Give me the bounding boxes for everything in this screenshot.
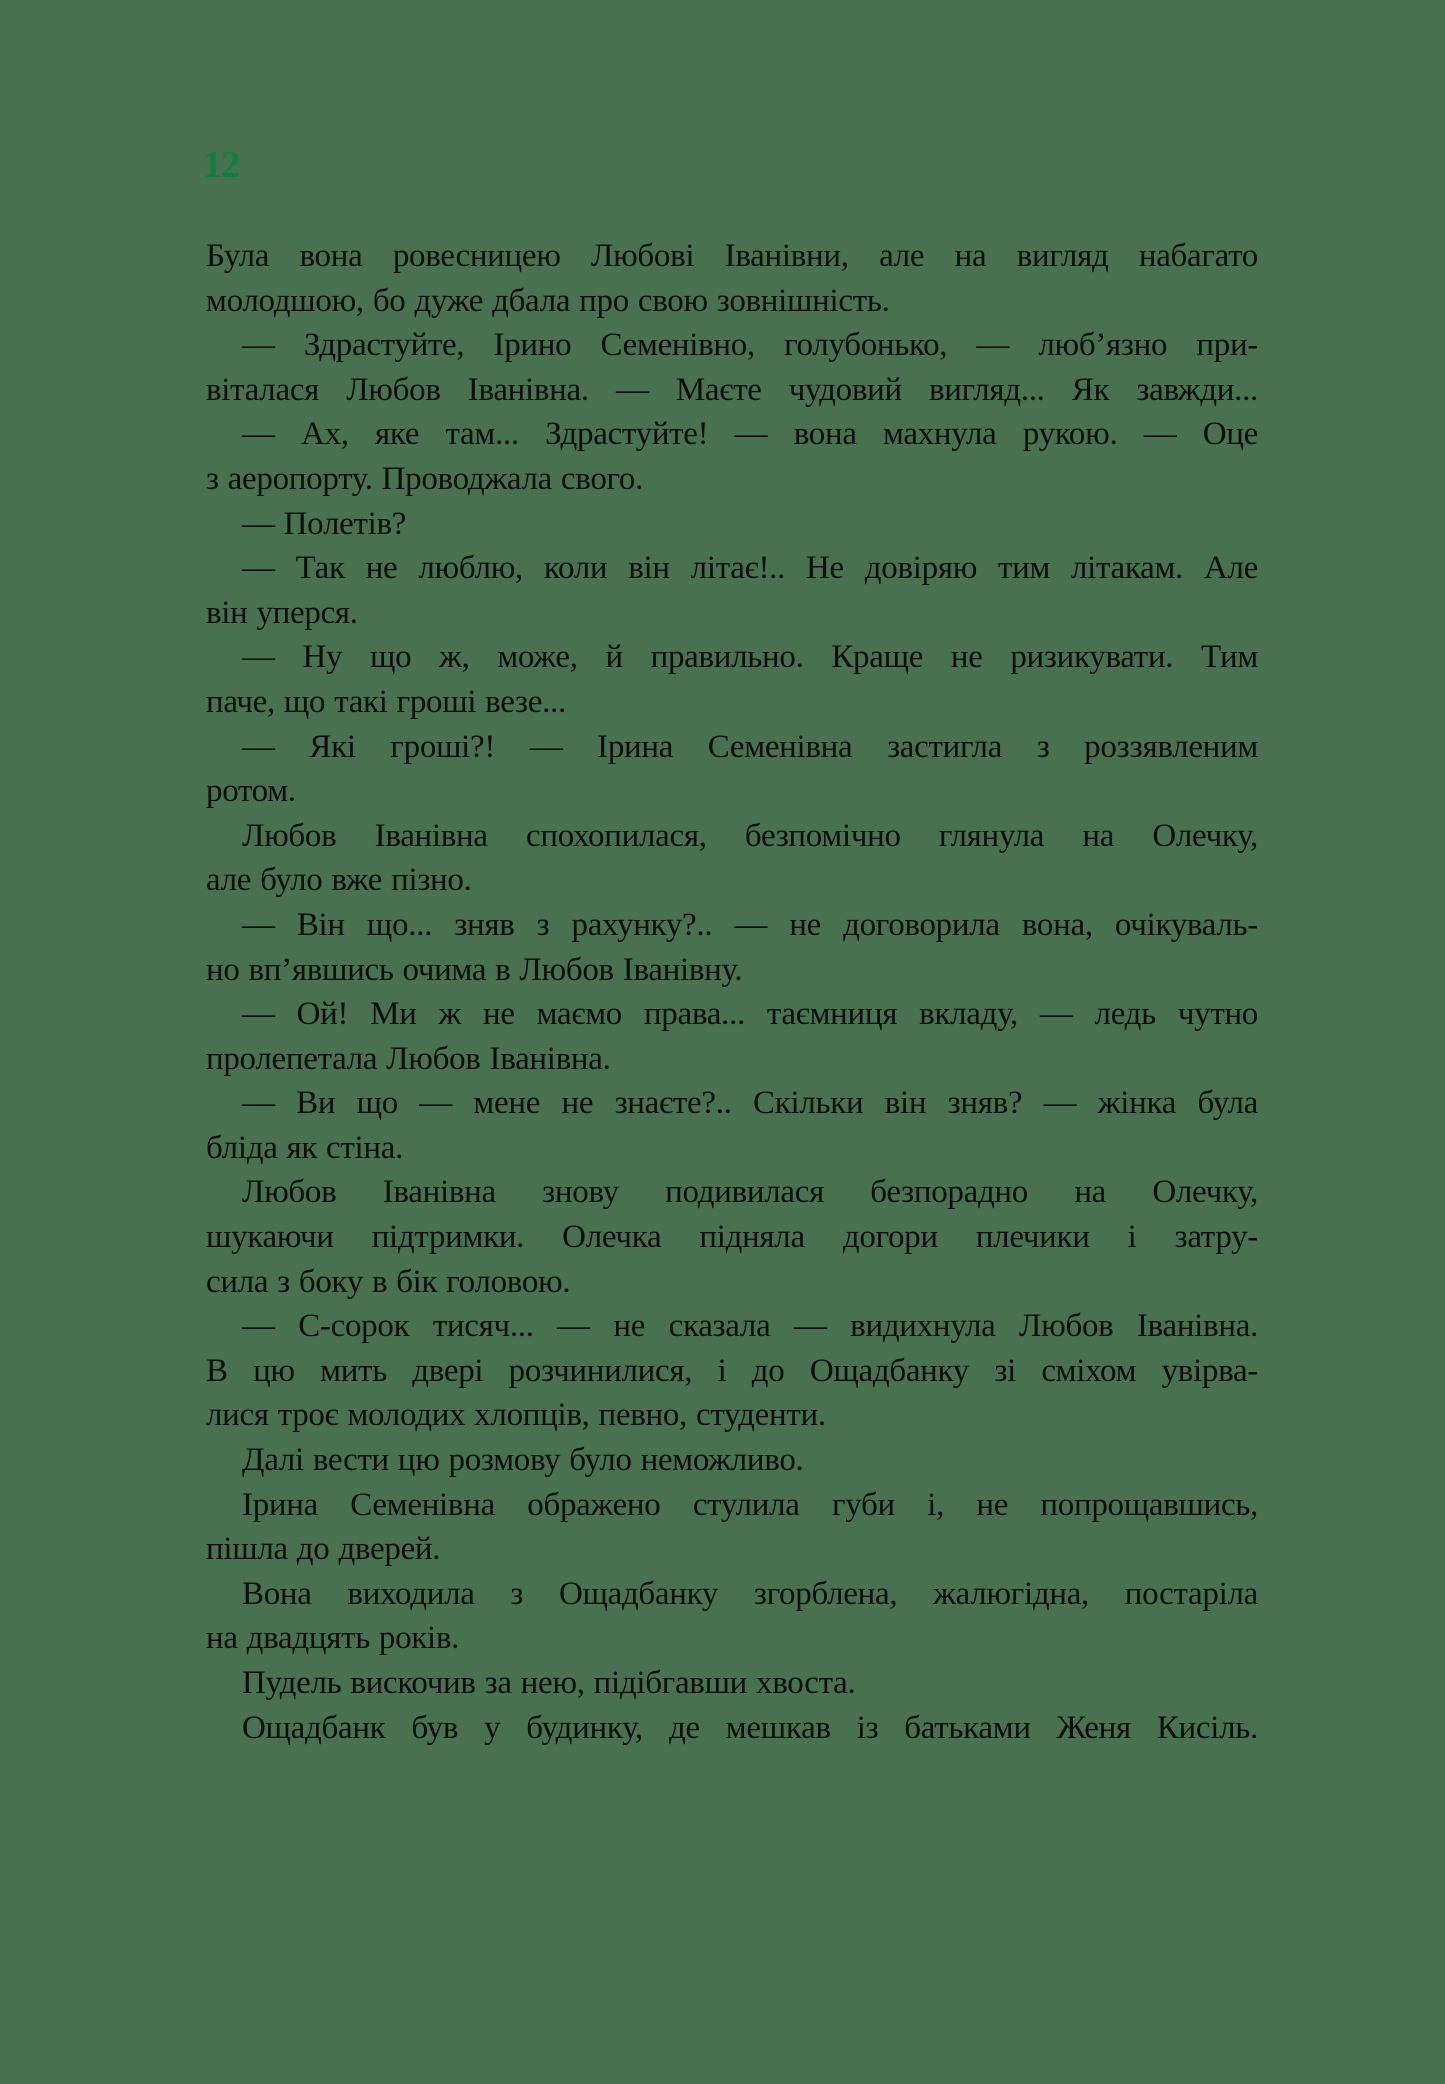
text-line: Ощадбанк був у будинку, де мешкав із батьками Женя Кисіль. bbox=[242, 1709, 1258, 1746]
text-line: Далі вести цю розмову було неможливо. bbox=[242, 1442, 804, 1479]
text-line: Любов Іванівна спохопилася, безпомічно глянула на Олечку, bbox=[242, 817, 1258, 854]
text-line: Була вона ровесницею Любові Іванівни, але на вигляд набагато bbox=[206, 238, 1258, 274]
text-line: В цю мить двері розчинилися, і до Ощадбанку зі сміхом увірва- bbox=[206, 1352, 1258, 1389]
text-line: пішла до дверей. bbox=[206, 1531, 441, 1568]
text-line: — Ой! Ми ж не маємо права... таємниця вкладу, — ледь чутно bbox=[242, 996, 1258, 1033]
text-line: — Він що... зняв з рахунку?.. — не договорила вона, очікуваль- bbox=[242, 906, 1258, 943]
text-line: — Так не люблю, коли він літає!.. Не довіряю тим літакам. Але bbox=[242, 550, 1258, 587]
text-line: Любов Іванівна знову подивилася безпорадно на Олечку, bbox=[242, 1174, 1258, 1211]
text-line: но вп’явшись очима в Любов Іванівну. bbox=[206, 951, 743, 988]
text-line: ротом. bbox=[206, 773, 296, 810]
text-line: — Ах, яке там... Здрастуйте! — вона махнула рукою. — Оце bbox=[242, 416, 1258, 453]
text-line: — Ви що — мене не знаєте?.. Скільки він зняв? — жінка була bbox=[242, 1085, 1258, 1122]
text-line: бліда як стіна. bbox=[206, 1129, 404, 1166]
page-number: 12 bbox=[203, 144, 239, 186]
text-line: — Здрастуйте, Ірино Семенівно, голубонько, — люб’язно при- bbox=[242, 327, 1258, 364]
text-line: Пудель вискочив за нею, підібгавши хвоста. bbox=[242, 1665, 856, 1701]
text-line: шукаючи підтримки. Олечка підняла догори плечики і затру- bbox=[206, 1219, 1258, 1256]
text-line: на двадцять років. bbox=[206, 1620, 460, 1657]
text-line: пролепетала Любов Іванівна. bbox=[206, 1040, 611, 1077]
text-line: — Ну що ж, може, й правильно. Краще не ризикувати. Тим bbox=[242, 639, 1258, 676]
text-line: але було вже пізно. bbox=[206, 862, 472, 899]
text-line: сила з боку в бік головою. bbox=[206, 1263, 571, 1300]
text-line: — С-сорок тисяч... — не сказала — видихнула Любов Іванівна. bbox=[242, 1308, 1258, 1345]
text-line: — Полетів? bbox=[242, 505, 407, 542]
text-line: він уперся. bbox=[206, 594, 358, 631]
text-line: молодшою, бо дуже дбала про свою зовнішність. bbox=[206, 282, 890, 319]
text-line: паче, що такі гроші везе... bbox=[206, 683, 566, 720]
text-line: віталася Любов Іванівна. — Маєте чудовий вигляд... Як завжди... bbox=[206, 371, 1258, 408]
text-line: лися троє молодих хлопців, певно, студенти. bbox=[206, 1397, 826, 1434]
text-line: з аеропорту. Проводжала свого. bbox=[206, 460, 644, 497]
text-line: Вона виходила з Ощадбанку згорблена, жалюгідна, постаріла bbox=[242, 1575, 1258, 1612]
text-line: Ірина Семенівна ображено стулила губи і, не попрощавшись, bbox=[242, 1486, 1258, 1523]
page-text bbox=[206, 234, 1258, 1750]
text-line: — Які гроші?! — Ірина Семенівна застигла з роззявленим bbox=[242, 728, 1258, 765]
